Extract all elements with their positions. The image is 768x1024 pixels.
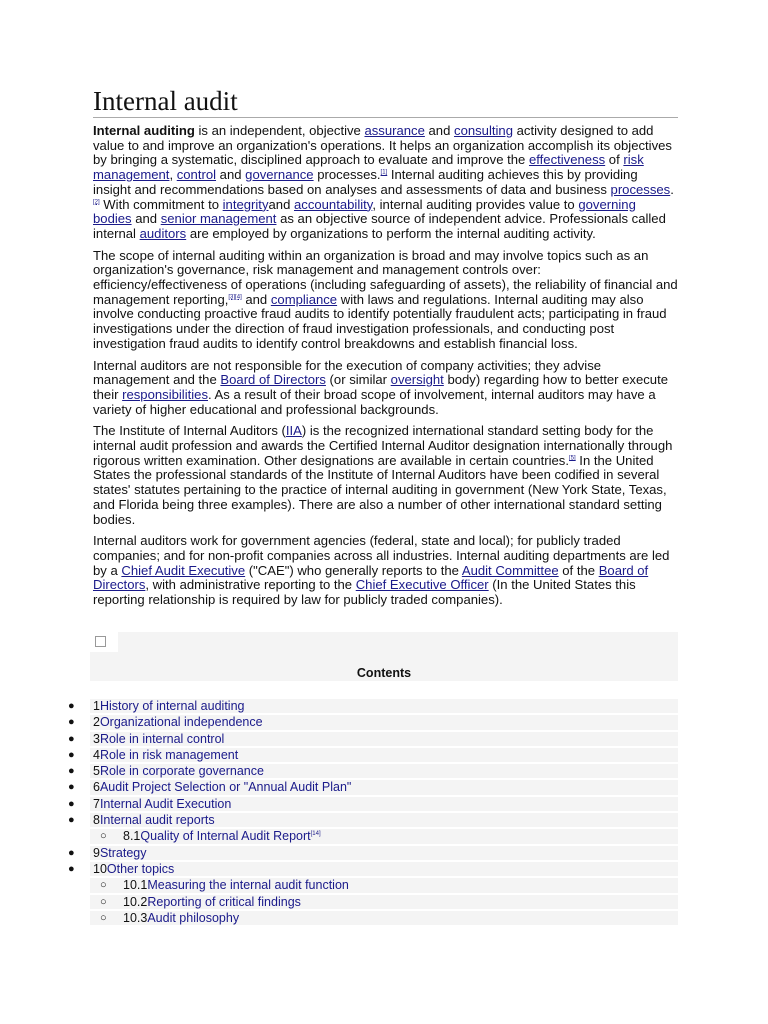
circle-bullet-icon: ○: [100, 879, 107, 892]
responsibility-paragraph: Internal auditors are not responsible for the execution of company activities; they advise management and the Board of Directors (or similar oversight body) regarding how to better execute their responsibilities. As a result of their broad scope of involvement, internal auditors may have a variety of higher educational and professional backgrounds.: [93, 357, 668, 417]
toc-item-text: [93, 812, 215, 828]
link-senior-management[interactable]: senior management: [160, 211, 277, 227]
toc-item-text: [123, 877, 349, 893]
link-governing-bodies[interactable]: governing bodies: [93, 196, 636, 227]
link-effectiveness[interactable]: effectiveness: [528, 152, 606, 168]
link-integrity[interactable]: integrity: [222, 196, 269, 212]
toc-link[interactable]: Role in risk management: [99, 747, 239, 762]
article-body: [93, 124, 678, 615]
toc-link[interactable]: Strategy: [99, 845, 147, 860]
citation-link[interactable]: [3][4]: [228, 294, 242, 301]
toc-number: 4: [93, 747, 100, 762]
toc-number: 10.2: [123, 894, 148, 909]
toc-item-background: [90, 846, 678, 860]
toc-item-text: [93, 731, 224, 747]
toc-item-text: [93, 747, 238, 763]
toc-number: 7: [93, 796, 100, 811]
link-risk-management[interactable]: risk management: [93, 152, 644, 183]
toc-link[interactable]: History of internal auditing: [99, 699, 245, 713]
toc-number: 10: [93, 861, 107, 876]
bullet-icon: ●: [68, 700, 75, 712]
bullet-icon: ●: [68, 765, 75, 778]
toc-item[interactable]: [60, 845, 678, 861]
toc-item[interactable]: [60, 714, 678, 730]
citation-link[interactable]: [1]: [380, 169, 388, 176]
link-control[interactable]: control: [176, 167, 217, 183]
toc-link[interactable]: Audit philosophy: [147, 910, 240, 925]
table-of-contents: [60, 698, 678, 926]
toc-link[interactable]: Audit Project Selection or "Annual Audit Plan": [99, 780, 352, 795]
link-audit-committee[interactable]: Audit Committee: [461, 562, 559, 578]
link-accountability[interactable]: accountability: [293, 196, 373, 212]
link-board-of-directors[interactable]: Board of Directors: [93, 562, 649, 593]
toc-item[interactable]: [60, 877, 678, 893]
link-assurance[interactable]: assurance: [364, 123, 425, 138]
toc-link[interactable]: Role in corporate governance: [99, 764, 264, 779]
link-ceo[interactable]: Chief Executive Officer: [355, 577, 489, 593]
bullet-icon: ●: [68, 748, 75, 761]
toc-item-text: [93, 698, 244, 714]
toc-item-background: [90, 862, 678, 876]
toc-item[interactable]: [60, 828, 678, 844]
toc-item-text: [93, 763, 264, 779]
toc-link[interactable]: Internal Audit Execution: [99, 796, 232, 811]
title-divider: [93, 117, 678, 118]
toc-toggle-checkbox[interactable]: [95, 636, 106, 647]
toc-item-text: [93, 714, 263, 730]
toc-item[interactable]: [60, 861, 678, 877]
link-oversight[interactable]: oversight: [390, 372, 444, 388]
iia-paragraph: The Institute of Internal Auditors (IIA) is the recognized international standard setting body for the internal audit profession and awards the Certified Internal Auditor designation internationally through rigorous written examination. Other designations are available in certain countries.[5] In the United States the professional standards of the Institute of Internal Auditors have been codified in several states' statutes pertaining to the practice of internal auditing in government (New York State, Texas, and Florida being three examples). There are also a number of other international standard setting bodies.: [93, 423, 673, 527]
page-title: Internal audit: [93, 86, 238, 116]
toc-item-text: [93, 845, 147, 861]
toc-item[interactable]: [60, 747, 678, 763]
bullet-icon: ●: [68, 797, 75, 810]
link-chief-audit-executive[interactable]: Chief Audit Executive: [121, 562, 246, 578]
toc-link[interactable]: Quality of Internal Audit Report: [140, 829, 311, 844]
link-iia[interactable]: IIA: [285, 423, 302, 439]
citation-link[interactable]: [5]: [569, 455, 576, 462]
bullet-icon: ●: [68, 732, 75, 745]
bullet-icon: ●: [68, 862, 75, 875]
toc-item[interactable]: [60, 763, 678, 779]
link-board-of-directors[interactable]: Board of Directors: [220, 372, 326, 388]
citation-link[interactable]: [14]: [310, 831, 321, 838]
toc-item[interactable]: [60, 812, 678, 828]
bullet-icon: ●: [68, 781, 75, 794]
link-auditors[interactable]: auditors: [139, 225, 187, 241]
toc-item-text: [123, 910, 239, 926]
toc-item-text: [93, 796, 231, 812]
toc-item[interactable]: [60, 731, 678, 747]
bold-term: Internal auditing: [93, 123, 195, 138]
toc-item-text: [93, 779, 351, 795]
employment-paragraph: Internal auditors work for government agencies (federal, state and local); for publicly traded companies; and for non-profit companies across all industries. Internal auditing departments are led by a Chief Audit Executive ("CAE") who generally reports to the Audit Committee of the Board of Directors, with administrative reporting to the Chief Executive Officer (In the United States this reporting relationship is required by law for publicly traded companies).: [93, 533, 670, 608]
circle-bullet-icon: ○: [100, 830, 107, 843]
toc-item[interactable]: [60, 698, 678, 714]
link-responsibilities[interactable]: responsibilities: [122, 386, 208, 402]
toc-number: 8.1: [123, 829, 141, 844]
bullet-icon: ●: [68, 846, 75, 859]
toc-number: 8: [93, 813, 100, 828]
toc-link[interactable]: Other topics: [106, 861, 175, 876]
toc-item-text: [123, 894, 301, 910]
link-consulting[interactable]: consulting: [454, 123, 513, 138]
citation-link[interactable]: [2]: [93, 199, 100, 206]
link-compliance[interactable]: compliance: [270, 291, 338, 307]
toc-link[interactable]: Organizational independence: [99, 715, 263, 730]
circle-bullet-icon: ○: [100, 895, 107, 908]
toc-item-text: [123, 828, 321, 844]
toc-number: 2: [93, 715, 100, 730]
toc-number: 9: [93, 845, 100, 860]
bullet-icon: ●: [68, 814, 75, 827]
intro-paragraph: Internal auditing is an independent, objective assurance and consulting activity designed to add value to and improve an organization's operations. It helps an organization accomplish its objectives by bringing a systematic, disciplined approach to evaluate and improve the effectiveness of risk management, control and governance processes.[1] Internal auditing achieves this by providing insight and recommendations based on analyses and assessments of data and business processes.[2] With commitment to integrityand accountability, internal auditing provides value to governing bodies and senior management as an objective source of independent advice. Professionals called internal auditors are employed by organizations to perform the internal auditing activity.: [93, 123, 674, 241]
toc-item-text: [93, 861, 174, 877]
link-processes[interactable]: processes: [610, 181, 671, 197]
toc-link[interactable]: Internal audit reports: [99, 813, 215, 828]
toc-link[interactable]: Role in internal control: [99, 731, 225, 746]
toc-number: 3: [93, 731, 100, 746]
circle-bullet-icon: ○: [100, 911, 107, 924]
toc-item[interactable]: [60, 894, 678, 910]
toc-title: Contents: [356, 666, 412, 680]
link-governance[interactable]: governance: [245, 167, 314, 183]
scope-paragraph: The scope of internal auditing within an organization is broad and may involve topics such as an organization's governance, risk management and management controls over: efficiency/effectiveness of operations (including safeguarding of assets), the reliability of financial and management reporting,[3][4] and compliance with laws and regulations. Internal auditing may also involve conducting proactive fraud audits to identify potentially fraudulent acts; participating in fraud investigations under the direction of fraud investigation professionals, and conducting post investigation fraud audits to identify control breakdowns and establish financial loss.: [93, 247, 678, 351]
toc-link[interactable]: Measuring the internal audit function: [147, 878, 349, 893]
toc-number: 6: [93, 780, 100, 795]
toc-item[interactable]: [60, 910, 678, 926]
toc-item[interactable]: [60, 796, 678, 812]
bullet-icon: ●: [68, 716, 75, 729]
toc-number: 10.1: [123, 878, 148, 893]
toc-number: 10.3: [123, 910, 148, 925]
toc-item[interactable]: [60, 779, 678, 795]
toc-number: 5: [93, 764, 100, 779]
toc-number: 1: [93, 699, 100, 713]
toc-link[interactable]: Reporting of critical findings: [147, 894, 301, 909]
